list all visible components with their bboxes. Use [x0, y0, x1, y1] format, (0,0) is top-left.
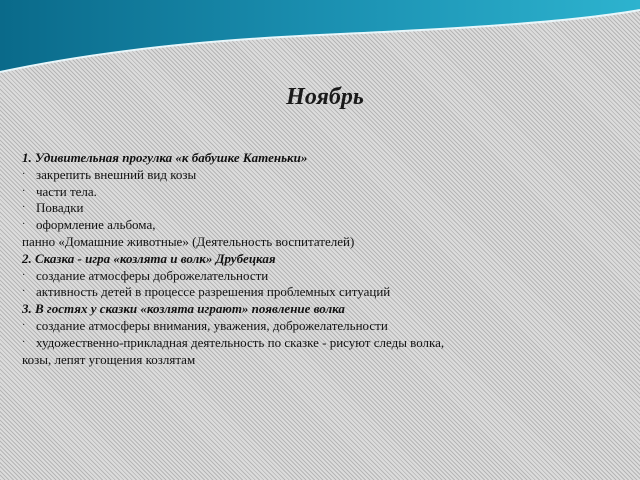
- bullet-item: · Повадки: [22, 200, 84, 216]
- bullet-icon: ·: [22, 168, 26, 180]
- bullet-item: · активность детей в процессе разрешения проблемных ситуаций: [22, 284, 391, 300]
- bullet-item: · художественно-прикладная деятельность по сказке - рисуют следы волка,: [22, 334, 445, 350]
- bullet-item: · создание атмосферы внимания, уважения, доброжелательности: [22, 317, 388, 333]
- bullet-icon: ·: [22, 319, 26, 331]
- slide-content: [22, 150, 622, 368]
- bullet-icon: ·: [22, 202, 26, 214]
- bullet-icon: ·: [22, 269, 26, 281]
- plain-line: козы, лепят угощения козлятам: [22, 351, 196, 367]
- bullet-icon: ·: [22, 336, 26, 348]
- section-heading: 3. В гостях у сказки «козлята играют» появление волка: [22, 301, 345, 317]
- bullet-item: · создание атмосферы доброжелательности: [22, 267, 269, 283]
- bullet-item: · части тела.: [22, 183, 97, 199]
- bullet-item: · закрепить внешний вид козы: [22, 166, 197, 182]
- slide-title: Ноябрь: [286, 84, 364, 110]
- bullet-icon: ·: [22, 286, 26, 298]
- bullet-icon: ·: [22, 219, 26, 231]
- plain-line: панно «Домашние животные» (Деятельность воспитателей): [22, 233, 355, 249]
- bullet-item: · оформление альбома,: [22, 217, 156, 233]
- bullet-icon: ·: [22, 185, 26, 197]
- section-heading: 2. Сказка - игра «козлята и волк» Друбецкая: [22, 250, 276, 266]
- section-heading: 1. Удивительная прогулка «к бабушке Катеньки»: [22, 150, 308, 165]
- header-wave-decoration: [0, 0, 640, 80]
